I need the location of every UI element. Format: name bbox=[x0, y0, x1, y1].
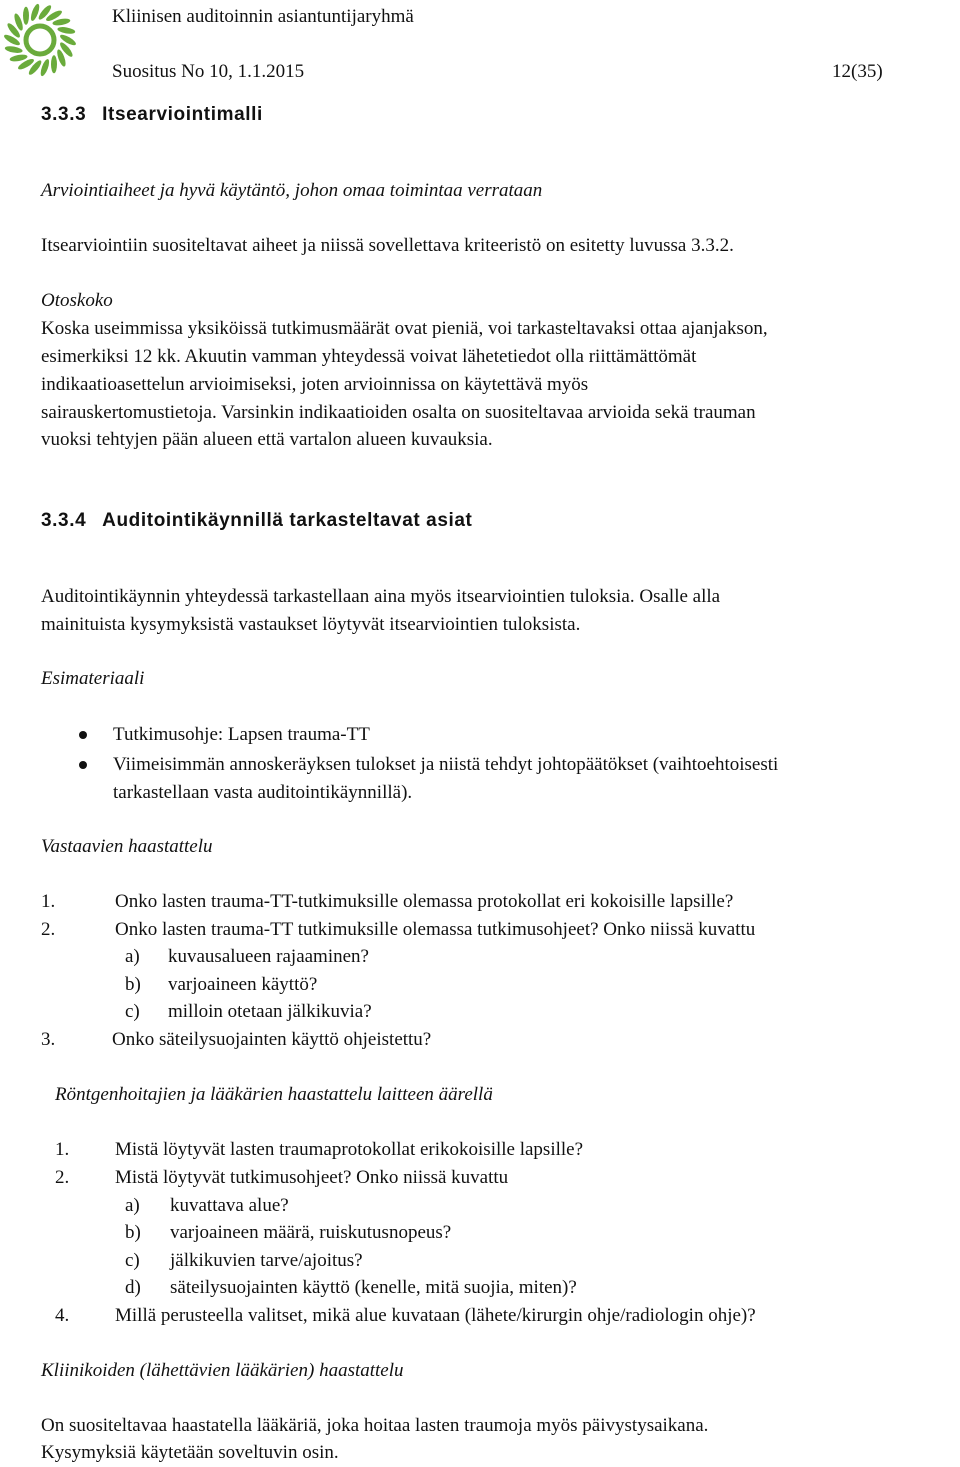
criteria-subheading: Arviointiaiheet ja hyvä käytäntö, johon omaa toimintaa verrataan bbox=[41, 180, 543, 201]
sublist-letter: c) bbox=[125, 1250, 140, 1271]
logo-leaf bbox=[51, 55, 57, 73]
list-number: 1. bbox=[41, 891, 56, 912]
list-item-continuation: tarkastellaan vasta auditointikäynnillä). bbox=[113, 782, 413, 803]
list-number: 3. bbox=[41, 1029, 56, 1050]
sublist-item: säteilysuojainten käyttö (kenelle, mitä suojia, miten)? bbox=[170, 1277, 577, 1298]
paragraph-line: On suositeltavaa haastatella lääkäriä, joka hoitaa lasten traumoja myös päivystysaikana. bbox=[41, 1415, 709, 1436]
logo-leaf bbox=[52, 17, 71, 26]
sublist-item: milloin otetaan jälkikuvia? bbox=[168, 1001, 372, 1022]
paragraph-line: indikaatioasettelun arvioimiseksi, joten arvioinnissa on käytettävä myös bbox=[41, 374, 589, 395]
logo-leaf bbox=[4, 45, 23, 54]
section-intro: Itsearviointiin suositeltavat aiheet ja niissä sovellettava kriteeristö on esitetty luvussa 3.3.2. bbox=[41, 235, 734, 256]
paragraph-line: vuoksi tehtyjen pään alueen että vartalon alueen kuvauksia. bbox=[41, 429, 493, 450]
kliinikoiden-heading: Kliinikoiden (lähettävien lääkärien) haastattelu bbox=[41, 1360, 404, 1381]
list-number: 2. bbox=[41, 919, 56, 940]
paragraph-line: sairauskertomustietoja. Varsinkin indikaatioiden osalta on suositeltavaa arvioida sekä trauman bbox=[41, 402, 756, 423]
sublist-item: varjoaineen käyttö? bbox=[168, 974, 318, 995]
section-3-3-3-heading bbox=[41, 104, 263, 126]
logo-leaf bbox=[57, 26, 76, 35]
sublist-letter: b) bbox=[125, 974, 141, 995]
list-item: Mistä löytyvät lasten traumaprotokollat erikokoisille lapsille? bbox=[115, 1139, 584, 1160]
vastaavien-heading: Vastaavien haastattelu bbox=[41, 836, 213, 857]
sublist-letter: a) bbox=[125, 1195, 140, 1216]
list-number: 2. bbox=[55, 1167, 70, 1188]
paragraph-line: esimerkiksi 12 kk. Akuutin vamman yhteydessä voivat lähetetiedot olla riittämättömät bbox=[41, 346, 697, 367]
section-title: Itsearviointimalli bbox=[102, 104, 263, 125]
logo-leaf bbox=[23, 7, 29, 25]
logo bbox=[0, 0, 80, 80]
sublist-letter: a) bbox=[125, 946, 140, 967]
section-3-3-4-heading bbox=[41, 510, 473, 532]
sublist-item: jälkikuvien tarve/ajoitus? bbox=[170, 1250, 363, 1271]
header-org: Kliinisen auditoinnin asiantuntijaryhmä bbox=[112, 6, 414, 27]
section-number: 3.3.3 bbox=[41, 104, 87, 125]
header-recommendation: Suositus No 10, 1.1.2015 bbox=[112, 61, 305, 82]
paragraph-line: Auditointikäynnin yhteydessä tarkastellaan aina myös itsearviointien tuloksia. Osalle alla bbox=[41, 586, 721, 607]
paragraph-line: Koska useimmissa yksiköissä tutkimusmäärät ovat pieniä, voi tarkasteltavaksi ottaa ajanjakson, bbox=[41, 318, 768, 339]
list-item: Mistä löytyvät tutkimusohjeet? Onko niissä kuvattu bbox=[115, 1167, 509, 1188]
otoskoko-heading: Otoskoko bbox=[41, 290, 113, 311]
sublist-item: kuvattava alue? bbox=[170, 1195, 289, 1216]
list-item: Onko säteilysuojainten käyttö ohjeistettu? bbox=[112, 1029, 432, 1050]
list-item: Viimeisimmän annoskeräyksen tulokset ja niistä tehdyt johtopäätökset (vaihtoehtoisesti bbox=[113, 754, 779, 775]
sublist-letter: c) bbox=[125, 1001, 140, 1022]
list-item: Onko lasten trauma-TT-tutkimuksille olemassa protokollat eri kokoisille lapsille? bbox=[115, 891, 734, 912]
header-page-number: 12(35) bbox=[832, 61, 883, 82]
list-item: Tutkimusohje: Lapsen trauma-TT bbox=[113, 724, 370, 745]
section-title: Auditointikäynnillä tarkasteltavat asiat bbox=[102, 510, 473, 531]
list-item: Onko lasten trauma-TT tutkimuksille olemassa tutkimusohjeet? Onko niissä kuvattu bbox=[115, 919, 756, 940]
leaf-circle-logo-icon bbox=[0, 0, 80, 80]
sublist-letter: b) bbox=[125, 1222, 141, 1243]
bullet-icon bbox=[79, 731, 87, 739]
sublist-letter: d) bbox=[125, 1277, 141, 1298]
logo-ring bbox=[26, 26, 54, 54]
bullet-icon bbox=[79, 761, 87, 769]
paragraph-line: mainituista kysymyksistä vastaukset löytyvät itsearviointien tuloksista. bbox=[41, 614, 581, 635]
esimateriaali-heading: Esimateriaali bbox=[41, 668, 145, 689]
sublist-item: varjoaineen määrä, ruiskutusnopeus? bbox=[170, 1222, 452, 1243]
list-number: 1. bbox=[55, 1139, 70, 1160]
list-item: Millä perusteella valitset, mikä alue kuvataan (lähete/kirurgin ohje/radiologin ohje)? bbox=[115, 1305, 756, 1326]
section-number: 3.3.4 bbox=[41, 510, 87, 531]
paragraph-line: Kysymyksiä käytetään soveltuvin osin. bbox=[41, 1442, 339, 1463]
list-number: 4. bbox=[55, 1305, 70, 1326]
logo-leaf bbox=[9, 53, 28, 62]
sublist-item: kuvausalueen rajaaminen? bbox=[168, 946, 369, 967]
rontgen-heading: Röntgenhoitajien ja lääkärien haastattelu laitteen äärellä bbox=[55, 1084, 493, 1105]
